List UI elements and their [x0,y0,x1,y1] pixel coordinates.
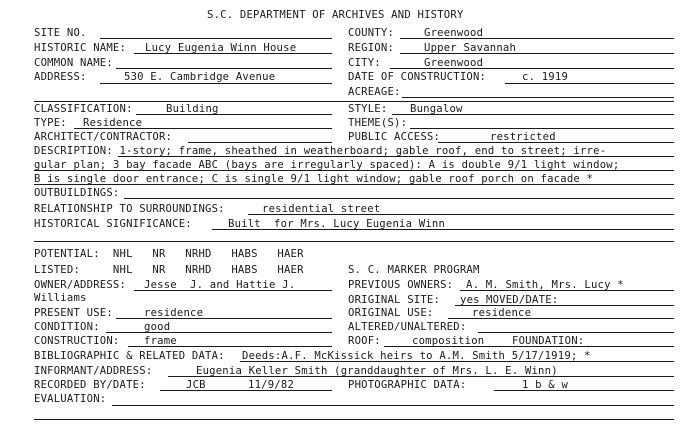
classification-line [136,114,332,115]
evaluation-label: EVALUATION: [34,393,107,405]
listed-row: LISTED: NHL NR NRHD HABS HAER [34,264,304,276]
date-of-construction-line [505,83,674,84]
recorded-date-value: 11/9/82 [248,379,295,391]
bibliographic-value: Deeds:A.F. McKissick heirs to A.M. Smith 5/17/1919; * [242,350,591,362]
style-label: STYLE: [348,103,388,115]
historic-name-label: HISTORIC NAME: [34,42,127,54]
condition-value: good [144,321,171,333]
city-line [390,68,674,69]
county-value: Greenwood [424,27,484,39]
description-underline-3 [34,184,674,185]
outbuildings-line [124,198,674,199]
informant-value: Eugenia Keller Smith (granddaughter of Mrs. L. E. Winn) [196,365,558,377]
site-no-line [100,38,332,39]
construction-line [128,346,332,347]
county-label: COUNTY: [348,27,395,39]
significance-line-2 [34,241,674,242]
description-underline-2 [34,170,674,171]
classification-value: Building [166,103,219,115]
relationship-label: RELATIONSHIP TO SURROUNDINGS: [34,203,225,215]
common-name-label: COMMON NAME: [34,57,113,69]
type-label: TYPE: [34,117,67,129]
present-use-line [116,318,332,319]
region-label: REGION: [348,42,395,54]
significance-label: HISTORICAL SIGNIFICANCE: [34,218,192,230]
original-use-line [448,318,674,319]
site-no-label: SITE NO. [34,27,87,39]
present-use-value: residence [144,307,204,319]
present-use-label: PRESENT USE: [34,307,113,319]
bibliographic-label: BIBLIOGRAPHIC & RELATED DATA: [34,350,225,362]
section-divider [34,101,674,102]
significance-value: Built for Mrs. Lucy Eugenia Winn [228,218,446,230]
photographic-data-value: 1 b & w [522,379,569,391]
construction-value: frame [144,335,177,347]
photographic-data-line [494,390,674,391]
owner-line [134,290,332,291]
acreage-label: ACREAGE: [348,86,401,98]
type-line [74,128,332,129]
moved-date-label: MOVED/DATE: [486,294,559,306]
bibliographic-line [240,361,674,362]
informant-line [168,376,674,377]
county-line [400,38,674,39]
historic-name-value: Lucy Eugenia Winn House [145,42,297,54]
architect-line [188,142,332,143]
style-value: Bungalow [410,103,463,115]
foundation-label: FOUNDATION: [512,335,585,347]
public-access-value: restricted [490,131,556,143]
description-underline-1 [118,156,674,157]
evaluation-line-2 [34,419,674,420]
photographic-data-label: PHOTOGRAPHIC DATA: [348,379,467,391]
previous-owners-line [460,290,674,291]
outbuildings-label: OUTBUILDINGS: [34,187,120,199]
address-label: ADDRESS: [34,71,87,83]
public-access-label: PUBLIC ACCESS: [348,131,441,143]
altered-label: ALTERED/UNALTERED: [348,321,467,333]
recorded-by-line [160,390,332,391]
address-value: 530 E. Cambridge Avenue [124,71,276,83]
significance-line [212,229,674,230]
roof-value: composition [412,335,485,347]
evaluation-line-1 [112,405,674,406]
historic-name-line [134,53,332,54]
previous-owners-label: PREVIOUS OWNERS: [348,279,454,291]
region-line [400,53,674,54]
altered-line [478,332,674,333]
city-label: CITY: [348,57,381,69]
common-name-line [116,68,332,69]
public-access-line [438,142,674,143]
region-value: Upper Savannah [424,42,517,54]
date-of-construction-value: c. 1919 [522,71,569,83]
description-line-2: gular plan; 3 bay facade ABC (bays are irregularly spaced): A is double 9/1 light window; [34,159,620,171]
description-line-3: B is single door entrance; C is single 9/1 light window; gable roof porch on facade * [34,173,594,185]
form-title: S.C. DEPARTMENT OF ARCHIVES AND HISTORY [207,9,464,21]
city-value: Greenwood [424,57,484,69]
architect-label: ARCHITECT/CONTRACTOR: [34,131,173,143]
construction-label: CONSTRUCTION: [34,335,120,347]
address-line [100,83,332,84]
relationship-value: residential street [262,203,381,215]
owner-value: Jesse J. and Hattie J. [144,279,296,291]
original-site-line [455,305,674,306]
original-use-value: residence [472,307,532,319]
marker-program-label: S. C. MARKER PROGRAM [348,264,480,276]
recorded-by-label: RECORDED BY/DATE: [34,379,146,391]
informant-label: INFORMANT/ADDRESS: [34,365,153,377]
original-site-value: yes [460,294,480,306]
theme-label: THEME(S): [348,117,408,129]
roof-line [384,346,674,347]
condition-line [106,332,332,333]
previous-owners-value: A. M. Smith, Mrs. Lucy * [466,279,624,291]
original-use-label: ORIGINAL USE: [348,307,434,319]
style-line [392,114,674,115]
owner-label: OWNER/ADDRESS: [34,279,127,291]
owner-value-continued: Williams [34,292,87,304]
recorded-by-value: JCB [186,379,206,391]
type-value: Residence [83,117,143,129]
relationship-line [248,214,674,215]
theme-line [410,128,674,129]
potential-row: POTENTIAL: NHL NR NRHD HABS HAER [34,248,304,260]
roof-label: ROOF: [348,335,381,347]
date-of-construction-label: DATE OF CONSTRUCTION: [348,71,487,83]
classification-label: CLASSIFICATION: [34,103,133,115]
description-line-1: DESCRIPTION: 1-story; frame, sheathed in weatherboard; gable roof, end to street; irre- [34,145,607,157]
acreage-line [402,97,674,98]
original-site-label: ORIGINAL SITE: [348,294,441,306]
condition-label: CONDITION: [34,321,100,333]
